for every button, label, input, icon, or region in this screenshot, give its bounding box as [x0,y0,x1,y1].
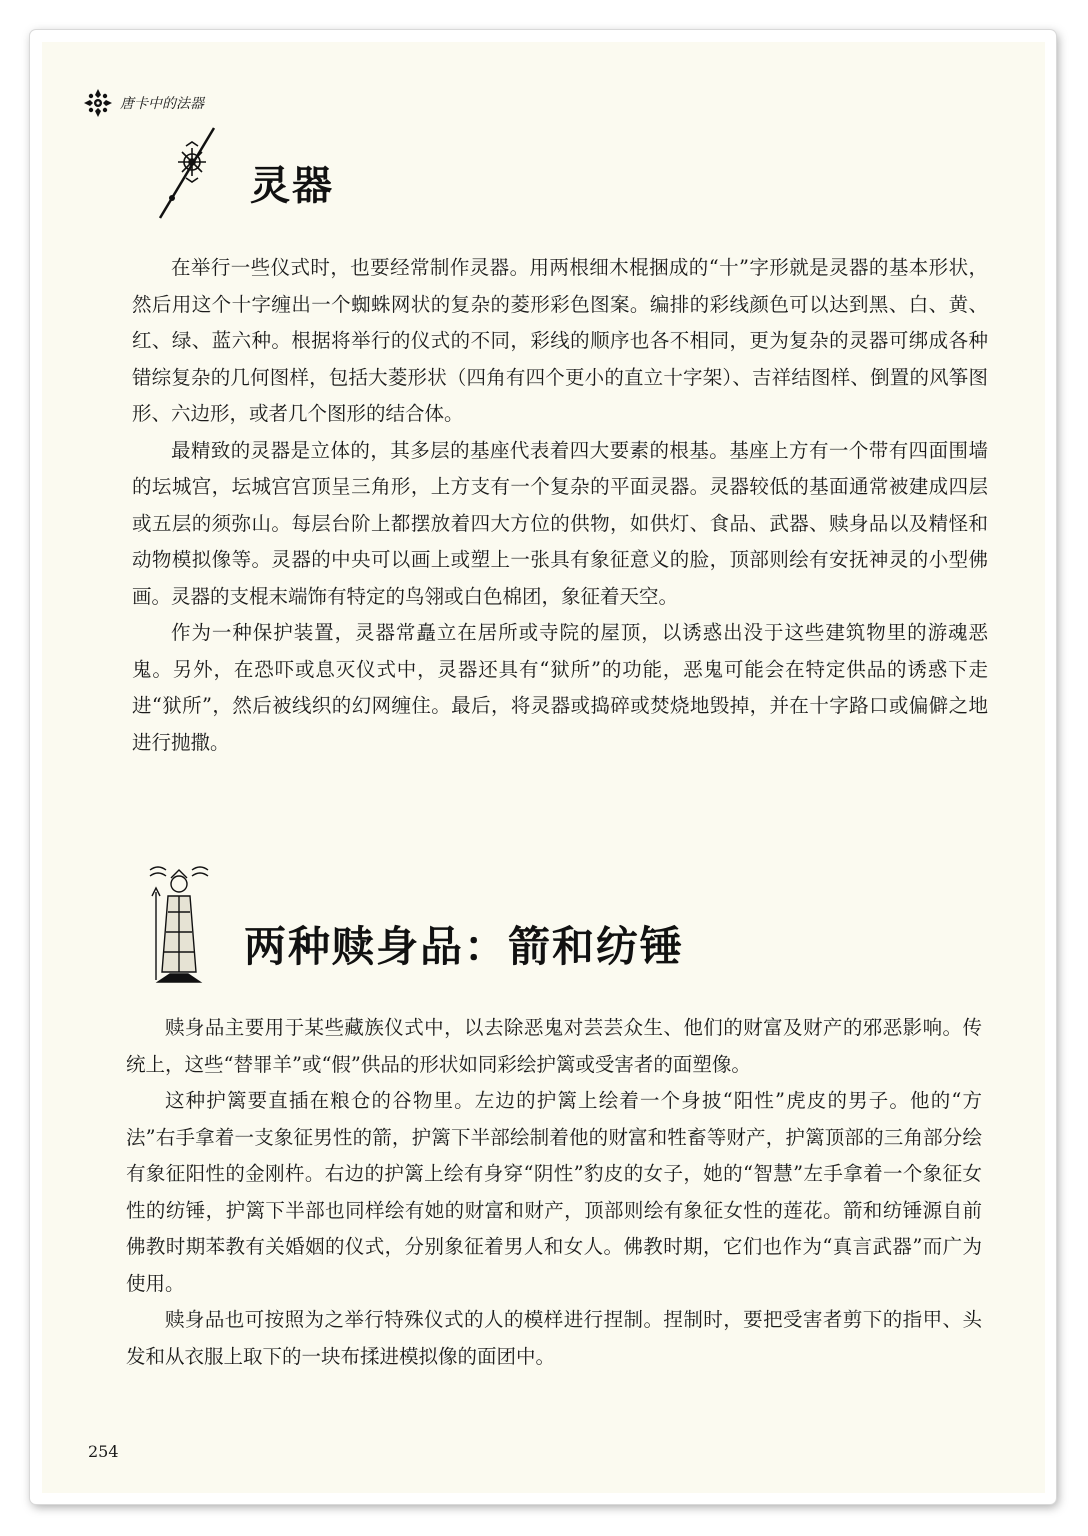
paragraph: 这种护篱要直插在粮仓的谷物里。左边的护篱上绘着一个身披“阳性”虎皮的男子。他的“方法”右手拿着一支象征男性的箭，护篱下半部绘制着他的财富和牲畜等财产，护篱顶部的三角部分绘有象征阳性的金刚杵。右边的护篱上绘有身穿“阴性”豹皮的女子，她的“智慧”左手拿着一个象征女性的纺锤，护篱下半部也同样绘有她的财富和财产，顶部则绘有象征女性的莲花。箭和纺锤源自前佛教时期苯教有关婚姻的仪式，分别象征着男人和女人。佛教时期，它们也作为“真言武器”而广为使用。 [126,1089,982,1295]
vajra-cross-ornament-icon [82,87,114,119]
ritual-implement-icon [152,122,222,222]
book-page [42,42,1045,1493]
running-title: 唐卡中的法器 [120,96,204,112]
page-number: 254 [88,1442,119,1461]
section2-body [126,1010,982,1375]
paragraph: 在举行一些仪式时，也要经常制作灵器。用两根细木棍捆成的“十”字形就是灵器的基本形状，然后用这个十字缠出一个蜘蛛网状的复杂的菱形彩色图案。编排的彩线颜色可以达到黑、白、黄、红、绿、蓝六种。根据将举行的仪式的不同，彩线的顺序也各不相同，更为复杂的灵器可绑成各种错综复杂的几何图样，包括大菱形状（四角有四个更小的直立十字架）、吉祥结图样、倒置的风筝图形、六边形，或者几个图形的结合体。 [132,256,988,425]
paragraph: 赎身品主要用于某些藏族仪式中，以去除恶鬼对芸芸众生、他们的财富及财产的邪恶影响。传统上，这些“替罪羊”或“假”供品的形状如同彩绘护篱或受害者的面塑像。 [126,1016,982,1076]
section-title-lingqi: 灵器 [250,163,334,209]
ransom-figure-icon [144,862,214,992]
section1-body [132,250,988,761]
paragraph: 最精致的灵器是立体的，其多层的基座代表着四大要素的根基。基座上方有一个带有四面围墙的坛城宫，坛城宫宫顶呈三角形，上方支有一个复杂的平面灵器。灵器较低的基面通常被建成四层或五层的须弥山。每层台阶上都摆放着四大方位的供物，如供灯、食品、武器、赎身品以及精怪和动物模拟像等。灵器的中央可以画上或塑上一张具有象征意义的脸，顶部则绘有安抚神灵的小型佛画。灵器的支棍末端饰有特定的鸟翎或白色棉团，象征着天空。 [132,438,988,608]
section-title-ransom: 两种赎身品：箭和纺锤 [244,922,685,971]
paragraph: 作为一种保护装置，灵器常矗立在居所或寺院的屋顶，以诱惑出没于这些建筑物里的游魂恶鬼。另外，在恐吓或息灭仪式中，灵器还具有“狱所”的功能，恶鬼可能会在特定供品的诱惑下走进“狱所”，然后被线织的幻网缠住。最后，将灵器或捣碎或焚烧地毁掉，并在十字路口或偏僻之地进行抛撒。 [132,621,988,754]
running-header [82,87,204,119]
paragraph: 赎身品也可按照为之举行特殊仪式的人的模样进行捏制。捏制时，要把受害者剪下的指甲、头发和从衣服上取下的一块布揉进模拟像的面团中。 [126,1308,982,1368]
